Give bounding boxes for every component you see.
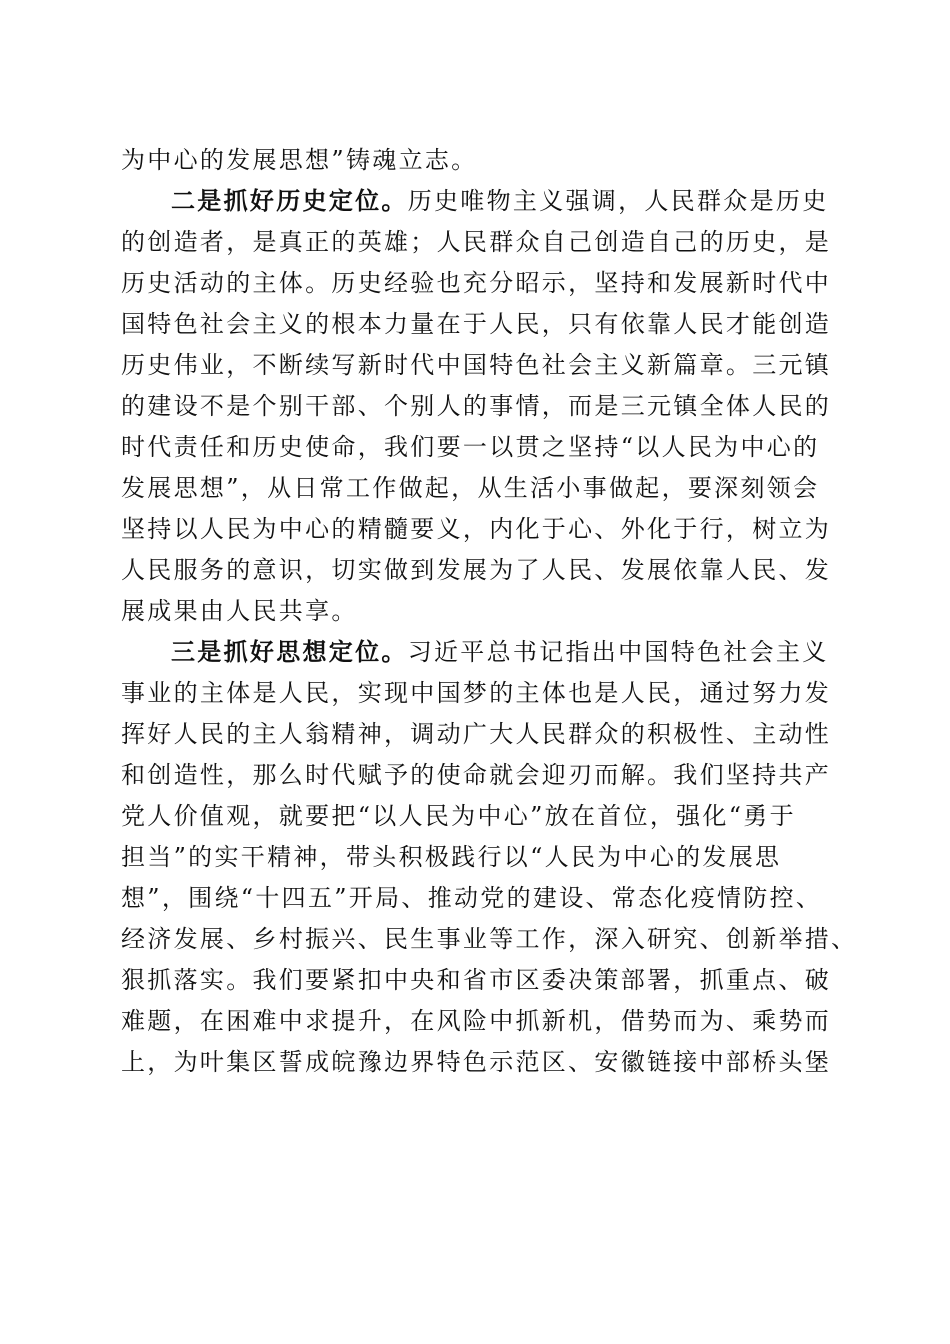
para2-line: 时代责任和历史使命，我们要一以贯之坚持“以人民为中心的 [121, 433, 820, 461]
para2-line: 的建设不是个别干部、个别人的事情，而是三元镇全体人民的 [121, 392, 832, 420]
para2-first-line-text: 历史唯物主义强调，人民群众是历史 [407, 187, 829, 215]
para2-first-line [121, 181, 841, 222]
para3-line: 党人价值观，就要把“以人民为中心”放在首位，强化“勇于 [121, 802, 796, 830]
para2-heading: 二是抓好历史定位。 [171, 187, 408, 215]
para3-line: 和创造性，那么时代赋予的使命就会迎刃而解。我们坚持共产 [121, 761, 832, 789]
para2-line: 展成果由人民共享。 [121, 597, 358, 625]
para3-line: 担当”的实干精神，带头积极践行以“人民为中心的发展思 [121, 843, 782, 871]
para3-line: 想”，围绕“十四五”开局、推动党的建设、常态化疫情防控、 [121, 884, 823, 912]
para2-line: 历史伟业，不断续写新时代中国特色社会主义新篇章。三元镇 [121, 351, 832, 379]
para3-heading: 三是抓好思想定位。 [171, 638, 408, 666]
para3-line: 难题，在困难中求提升，在风险中抓新机，借势而为、乘势而 [121, 1007, 832, 1035]
para3-line: 狠抓落实。我们要紧扣中央和省市区委决策部署，抓重点、破 [121, 966, 832, 994]
para3-line: 挥好人民的主人翁精神，调动广大人民群众的积极性、主动性 [121, 720, 832, 748]
para2-line: 人民服务的意识，切实做到发展为了人民、发展依靠人民、发 [121, 556, 832, 584]
para2-line: 坚持以人民为中心的精髓要义，内化于心、外化于行，树立为 [121, 515, 832, 543]
para3-line: 事业的主体是人民，实现中国梦的主体也是人民，通过努力发 [121, 679, 832, 707]
para2-line: 历史活动的主体。历史经验也充分昭示，坚持和发展新时代中 [121, 269, 832, 297]
para1-line: 为中心的发展思想”铸魂立志。 [121, 146, 478, 174]
para2-line: 的创造者，是真正的英雄；人民群众自己创造自己的历史，是 [121, 228, 832, 256]
para3-line: 上，为叶集区誓成皖豫边界特色示范区、安徽链接中部桥头堡 [121, 1048, 832, 1076]
para2-line: 国特色社会主义的根本力量在于人民，只有依靠人民才能创造 [121, 310, 832, 338]
para2-line: 发展思想”，从日常工作做起，从生活小事做起，要深刻领会 [121, 474, 820, 502]
para3-first-line [121, 632, 841, 673]
para3-line: 经济发展、乡村振兴、民生事业等工作，深入研究、创新举措、 [121, 925, 858, 953]
para3-first-line-text: 习近平总书记指出中国特色社会主义 [407, 638, 829, 666]
document-body [121, 140, 858, 1083]
